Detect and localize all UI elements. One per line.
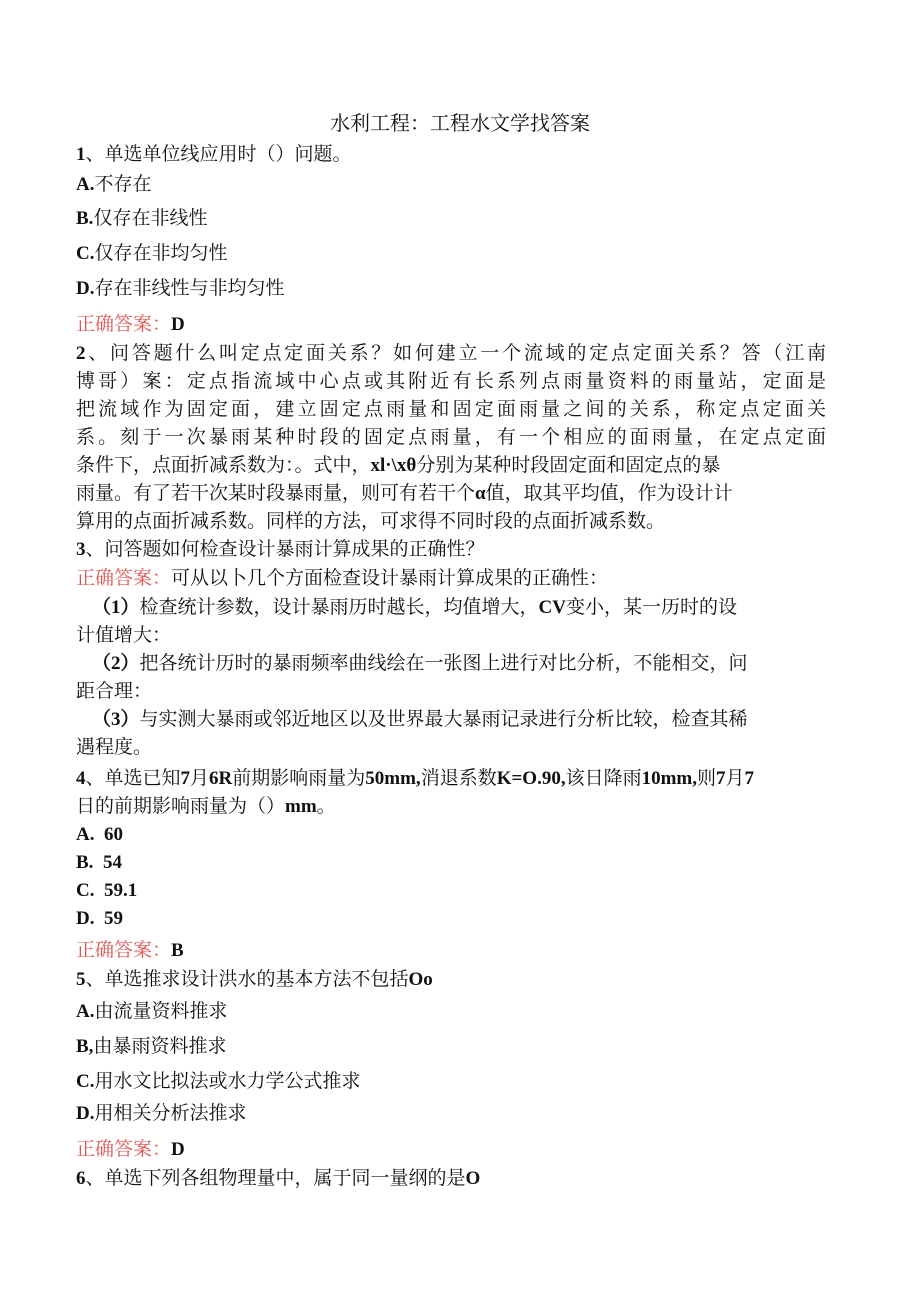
- q4-option-d: D. 59: [76, 908, 123, 929]
- document-title: 水利工程：工程水文学找答案: [330, 111, 590, 135]
- q5-option-b: B,由暴雨资料推求: [76, 1035, 227, 1057]
- question-5-stem: 5、单选推求设计洪水的基本方法不包括Oo: [76, 968, 433, 990]
- q1-answer: 正确答案：D: [76, 313, 185, 335]
- q2-line-2: 博哥）案：定点指流域中心点或其附近有长系列点雨量资料的雨量站，定面是: [76, 370, 826, 392]
- question-4-stem-cont: 日的前期影响雨量为（）mm。: [76, 795, 336, 817]
- q2-line-1: 2、问答题什么叫定点定面关系？如何建立一个流域的定点定面关系？答（江南: [76, 342, 826, 364]
- q5-option-a: A.由流量资料推求: [76, 1000, 228, 1022]
- question-1-stem: 1、单选单位线应用时（）问题。: [76, 143, 352, 165]
- q4-option-a: A. 60: [76, 824, 123, 845]
- q3-answer: 正确答案：可从以卜几个方面检查设计暴雨计算成果的正确性：: [76, 567, 609, 589]
- q1-option-b: B.仅存在非线性: [76, 207, 208, 229]
- q4-answer: 正确答案：B: [76, 939, 184, 961]
- q1-option-a: A.不存在: [76, 173, 152, 195]
- q3-point-1: （1）检查统计参数，设计暴雨历时越长，均值增大，CV变小，某一历时的设: [92, 596, 737, 618]
- q3-point-3-cont: 遇程度。: [76, 736, 153, 758]
- q2-line-3: 把流域作为固定面，建立固定点雨量和固定面雨量之间的关系，称定点定面关: [76, 398, 826, 420]
- question-3-stem: 3、问答题如何检查设计暴雨计算成果的正确性？: [76, 538, 485, 560]
- q5-option-d: D.用相关分析法推求: [76, 1102, 247, 1124]
- q5-option-c: C.用水文比拟法或水力学公式推求: [76, 1070, 361, 1092]
- q3-point-3: （3）与实测大暴雨或邻近地区以及世界最大暴雨记录进行分析比较，检查其稀: [92, 708, 748, 730]
- question-4-stem: 4、单选已知7月6R前期影响雨量为50mm,消退系数K=O.90,该日降雨10mm,则7月7: [76, 767, 755, 789]
- q3-point-2-cont: 距合理：: [76, 680, 153, 702]
- q2-line-4: 系。刻于一次暴雨某种时段的固定点雨量，有一个相应的面雨量，在定点定面: [76, 426, 826, 448]
- q3-point-2: （2）把各统计历时的暴雨频率曲线绘在一张图上进行对比分析，不能相交，问: [92, 652, 748, 674]
- q2-line-6: 雨量。有了若干次某时段暴雨量，则可有若干个α值，取其平均值，作为设计计: [76, 482, 733, 504]
- q2-line-7: 算用的点面折减系数。同样的方法，可求得不同时段的点面折减系数。: [76, 510, 666, 532]
- question-6-stem: 6、单选下列各组物理量中，属于同一量纲的是O: [76, 1167, 481, 1189]
- q5-answer: 正确答案：D: [76, 1138, 185, 1160]
- q1-option-c: C.仅存在非均匀性: [76, 242, 228, 264]
- q3-point-1-cont: 计值增大：: [76, 624, 172, 646]
- q1-option-d: D.存在非线性与非均匀性: [76, 277, 285, 299]
- q4-option-c: C. 59.1: [76, 880, 138, 901]
- q4-option-b: B. 54: [76, 852, 122, 873]
- q2-line-5: 条件下，点面折减系数为：。式中，xl·\xθ分别为某种时段固定面和固定点的暴: [76, 454, 721, 476]
